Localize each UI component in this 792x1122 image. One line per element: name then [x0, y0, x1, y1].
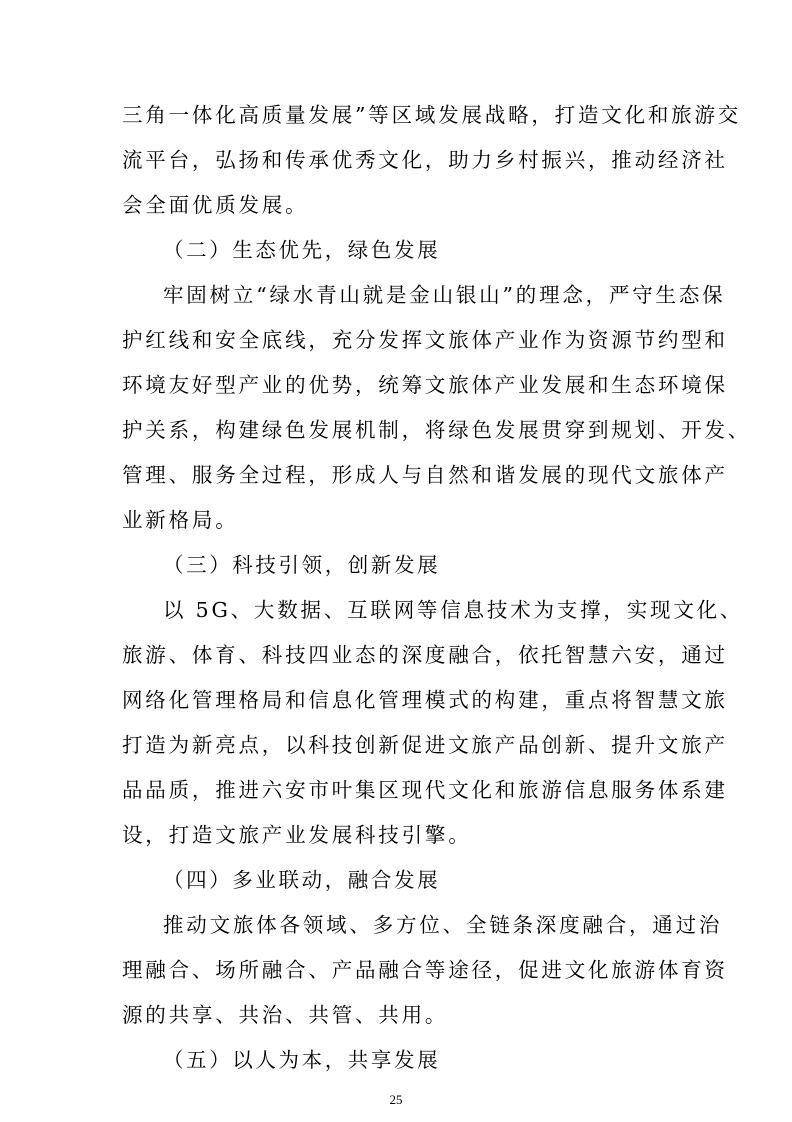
paragraph-line: 护关系，构建绿色发展机制，将绿色发展贯穿到规划、开发、	[122, 418, 752, 442]
paragraph-line: 牢固树立“绿水青山就是金山银山”的理念，严守生态保	[163, 283, 726, 307]
section-heading-2: （二）生态优先，绿色发展	[163, 238, 441, 262]
paragraph-line: 环境友好型产业的优势，统筹文旅体产业发展和生态环境保	[122, 373, 728, 397]
paragraph-line: 三角一体化高质量发展”等区域发展战略，打造文化和旅游交	[122, 103, 742, 127]
paragraph-line: 以 5G、大数据、互联网等信息技术为支撑，实现文化、	[163, 598, 744, 622]
paragraph-line: 会全面优质发展。	[122, 193, 309, 217]
section-heading-3: （三）科技引领，创新发展	[163, 553, 441, 577]
paragraph-line: 流平台，弘扬和传承优秀文化，助力乡村振兴，推动经济社	[122, 148, 728, 172]
paragraph-line: 管理、服务全过程，形成人与自然和谐发展的现代文旅体产	[122, 463, 728, 487]
section-heading-4: （四）多业联动，融合发展	[163, 868, 441, 892]
paragraph-line: 旅游、体育、科技四业态的深度融合，依托智慧六安，通过	[122, 643, 728, 667]
page-number: 25	[389, 1092, 403, 1107]
paragraph-line: 网络化管理格局和信息化管理模式的构建，重点将智慧文旅	[122, 688, 728, 712]
paragraph-line: 理融合、场所融合、产品融合等途径，促进文化旅游体育资	[122, 958, 728, 982]
paragraph-line: 设，打造文旅产业发展科技引擎。	[122, 823, 472, 847]
paragraph-line: 业新格局。	[122, 508, 239, 532]
paragraph-line: 推动文旅体各领域、多方位、全链条深度融合，通过治	[163, 913, 723, 937]
section-heading-5: （五）以人为本，共享发展	[163, 1048, 441, 1072]
paragraph-line: 打造为新亮点，以科技创新促进文旅产品创新、提升文旅产	[122, 733, 728, 757]
paragraph-line: 源的共享、共治、共管、共用。	[122, 1003, 449, 1027]
paragraph-line: 护红线和安全底线，充分发挥文旅体产业作为资源节约型和	[122, 328, 728, 352]
paragraph-line: 品品质，推进六安市叶集区现代文化和旅游信息服务体系建	[122, 778, 728, 802]
